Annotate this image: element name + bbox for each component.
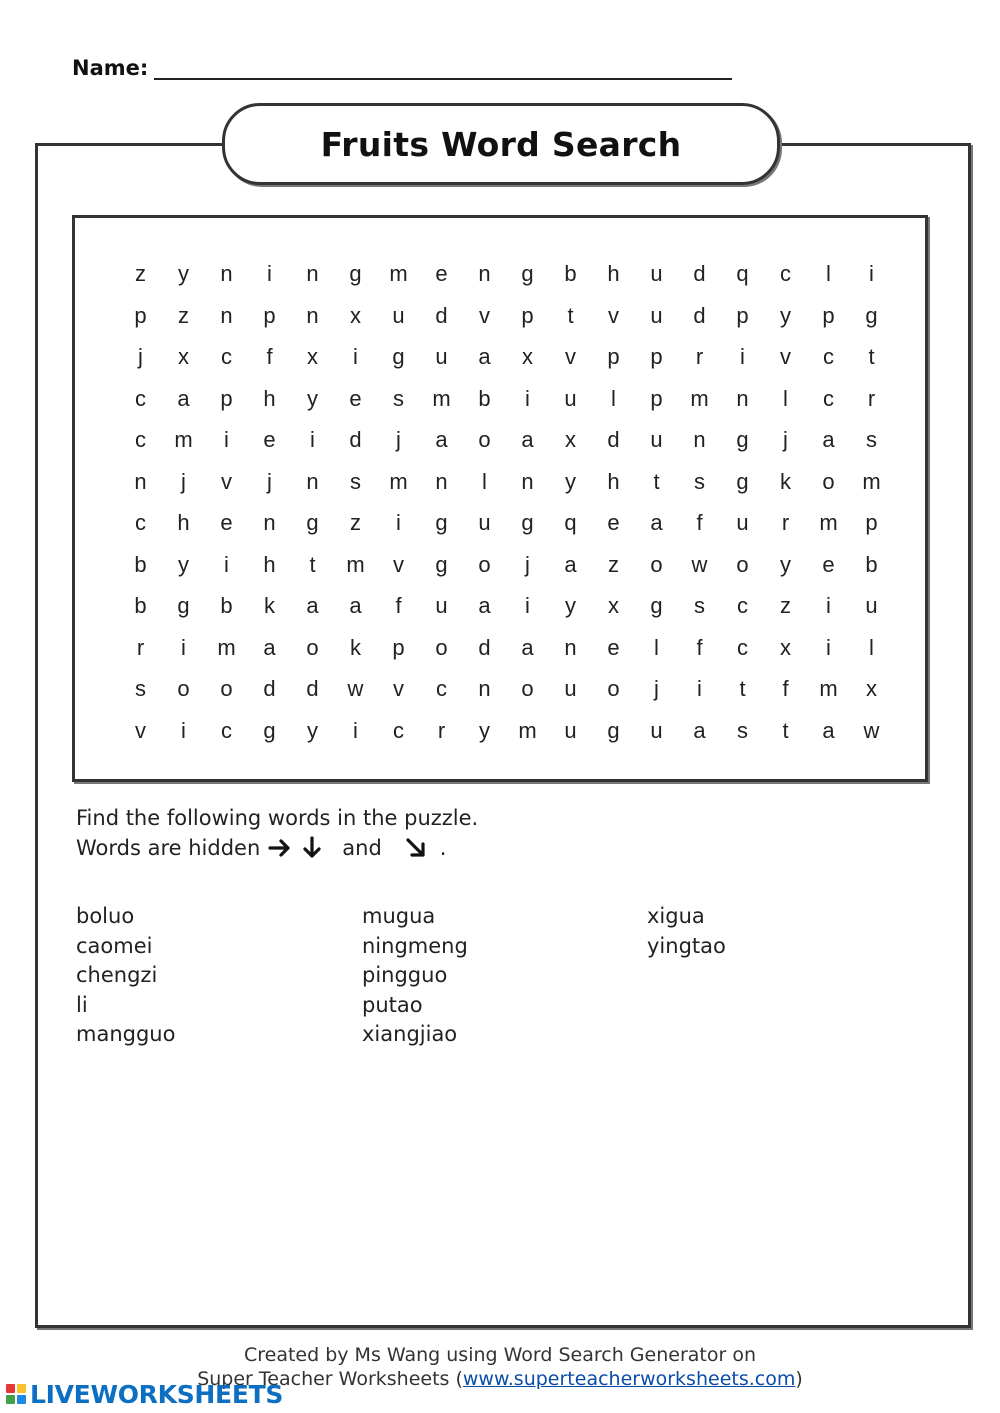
grid-letter[interactable]: a xyxy=(435,427,448,452)
grid-letter[interactable]: c xyxy=(135,510,146,535)
grid-letter[interactable]: i xyxy=(826,593,831,618)
grid-letter[interactable]: n xyxy=(478,676,491,701)
grid-letter[interactable]: i xyxy=(697,676,702,701)
grid-letter[interactable]: i xyxy=(181,634,186,660)
grid-letter[interactable]: y xyxy=(780,302,791,328)
grid-letter[interactable]: k xyxy=(780,468,791,494)
footer-source-prefix: Super Teacher Worksheets ( xyxy=(197,1368,463,1390)
grid-letter[interactable]: x xyxy=(307,344,318,369)
grid-letter[interactable]: s xyxy=(393,385,404,411)
grid-letter[interactable]: j xyxy=(525,551,530,577)
grid-letter[interactable]: l xyxy=(611,385,616,411)
footer-source-suffix: ) xyxy=(795,1368,803,1390)
grid-letter[interactable]: n xyxy=(478,261,491,286)
grid-letter[interactable]: e xyxy=(607,634,620,660)
word-item: xiangjiao xyxy=(362,1022,458,1047)
grid-letter[interactable]: e xyxy=(220,510,233,535)
word-item: yingtao xyxy=(647,933,726,958)
grid-letter[interactable]: b xyxy=(564,261,577,286)
grid-letter[interactable]: l xyxy=(654,634,659,660)
grid-letter[interactable]: p xyxy=(392,634,405,660)
grid-letter[interactable]: o xyxy=(435,634,448,660)
grid-letter[interactable]: a xyxy=(349,593,362,618)
grid-letter[interactable]: c xyxy=(135,427,146,452)
grid-letter[interactable]: s xyxy=(135,676,146,701)
grid-letter[interactable]: o xyxy=(650,551,663,577)
grid-letter[interactable]: r xyxy=(867,385,876,411)
grid-letter[interactable]: a xyxy=(822,717,835,743)
grid-letter[interactable]: a xyxy=(822,427,835,452)
grid-letter[interactable]: o xyxy=(736,551,749,577)
grid-letter[interactable]: p xyxy=(607,344,620,369)
grid-letter[interactable]: i xyxy=(310,427,315,452)
arrow-down-icon xyxy=(300,836,324,860)
grid-letter[interactable]: l xyxy=(826,261,831,286)
puzzle-box xyxy=(72,215,928,782)
grid-letter[interactable]: i xyxy=(740,344,745,369)
footer-credit: Created by Ms Wang using Word Search Generator on xyxy=(243,1344,756,1366)
grid-letter[interactable]: t xyxy=(868,344,875,369)
grid-letter[interactable]: v xyxy=(608,302,619,328)
grid-letter[interactable]: e xyxy=(607,510,620,535)
grid-letter[interactable]: s xyxy=(694,468,705,494)
grid-letter[interactable]: u xyxy=(736,510,749,535)
grid-letter[interactable]: t xyxy=(739,676,746,701)
instructions-line-2 xyxy=(76,836,446,860)
grid-letter[interactable]: n xyxy=(564,634,577,660)
grid-letter[interactable]: i xyxy=(396,510,401,535)
grid-letter[interactable]: g xyxy=(435,510,448,535)
grid-letter[interactable]: y xyxy=(479,717,490,743)
grid-letter[interactable]: c xyxy=(823,344,834,369)
grid-letter[interactable]: v xyxy=(393,551,404,577)
grid-letter[interactable]: g xyxy=(263,717,276,743)
grid-letter[interactable]: h xyxy=(177,510,190,535)
grid-letter[interactable]: o xyxy=(220,676,233,701)
grid-letter[interactable]: y xyxy=(780,551,791,577)
grid-letter[interactable]: n xyxy=(521,468,534,494)
instructions-prefix: Words are hidden xyxy=(76,836,261,860)
grid-letter[interactable]: b xyxy=(220,593,233,618)
grid-letter[interactable]: d xyxy=(263,676,276,701)
grid-letter[interactable]: l xyxy=(869,634,874,660)
grid-letter[interactable]: b xyxy=(134,593,147,618)
grid-letter[interactable]: n xyxy=(220,302,233,328)
grid-letter[interactable]: a xyxy=(521,634,534,660)
grid-letter[interactable]: a xyxy=(650,510,663,535)
grid-letter[interactable]: o xyxy=(607,676,620,701)
grid-letter[interactable]: d xyxy=(693,261,706,286)
grid-letter[interactable]: v xyxy=(565,344,576,369)
grid-letter[interactable]: u xyxy=(650,427,663,452)
grid-letter[interactable]: y xyxy=(565,593,576,618)
grid-letter[interactable]: p xyxy=(650,385,663,411)
grid-letter[interactable]: i xyxy=(181,717,186,743)
grid-letter[interactable]: e xyxy=(263,427,276,452)
grid-letter[interactable]: z xyxy=(608,551,619,577)
grid-letter[interactable]: x xyxy=(780,634,791,660)
grid-letter[interactable]: n xyxy=(736,385,749,411)
grid-letter[interactable]: x xyxy=(866,676,877,701)
instructions-end: . xyxy=(439,836,447,860)
grid-letter[interactable]: h xyxy=(607,468,620,494)
page-title: Fruits Word Search xyxy=(320,124,682,164)
grid-letter[interactable]: g xyxy=(392,344,405,369)
grid-letter[interactable]: s xyxy=(350,468,361,494)
grid-letter[interactable]: m xyxy=(690,385,709,411)
grid-letter[interactable]: j xyxy=(181,468,186,494)
grid-letter[interactable]: f xyxy=(696,634,703,660)
word-item: li xyxy=(76,992,88,1017)
grid-letter[interactable]: n xyxy=(306,302,319,328)
grid-letter[interactable]: o xyxy=(306,634,319,660)
grid-letter[interactable]: i xyxy=(525,385,530,411)
grid-letter[interactable]: g xyxy=(521,261,534,286)
grid-letter[interactable]: j xyxy=(138,344,143,369)
grid-letter[interactable]: r xyxy=(437,717,446,743)
grid-letter[interactable]: v xyxy=(780,344,791,369)
grid-letter[interactable]: v xyxy=(221,468,232,494)
grid-letter[interactable]: g xyxy=(607,717,620,743)
grid-letter[interactable]: f xyxy=(395,593,402,618)
grid-letter[interactable]: u xyxy=(564,717,577,743)
word-item: mangguo xyxy=(76,1022,176,1047)
grid-letter[interactable]: z xyxy=(350,510,361,535)
grid-letter[interactable]: w xyxy=(691,551,708,577)
grid-letter[interactable]: l xyxy=(482,468,487,494)
grid-letter[interactable]: u xyxy=(435,593,448,618)
grid-letter[interactable]: m xyxy=(389,468,408,494)
grid-letter[interactable]: u xyxy=(650,717,663,743)
grid-letter[interactable]: p xyxy=(521,302,534,328)
word-item: caomei xyxy=(76,933,153,958)
grid-letter[interactable]: m xyxy=(518,717,537,743)
grid-letter[interactable]: c xyxy=(737,593,748,618)
logo-text: LIVEWORKSHEETS xyxy=(30,1379,284,1409)
grid-letter[interactable]: n xyxy=(693,427,706,452)
grid-letter[interactable]: a xyxy=(693,717,706,743)
grid-letter[interactable]: v xyxy=(135,717,146,743)
grid-letter[interactable]: y xyxy=(565,468,576,494)
word-item: boluo xyxy=(76,904,135,928)
grid-letter[interactable]: o xyxy=(521,676,534,701)
grid-letter[interactable]: i xyxy=(869,261,874,286)
grid-letter[interactable]: u xyxy=(650,261,663,286)
grid-letter[interactable]: f xyxy=(696,510,703,535)
grid-letter[interactable]: w xyxy=(347,676,364,701)
grid-letter[interactable]: p xyxy=(263,302,276,328)
grid-letter[interactable]: g xyxy=(349,261,362,286)
grid-letter[interactable]: h xyxy=(607,261,620,286)
grid-letter[interactable]: n xyxy=(220,261,233,286)
grid-letter[interactable]: m xyxy=(346,551,365,577)
grid-letter[interactable]: y xyxy=(178,551,189,577)
grid-letter[interactable]: i xyxy=(353,344,358,369)
grid-letter[interactable]: e xyxy=(435,261,448,286)
word-column-2 xyxy=(362,902,468,1050)
grid-letter[interactable]: m xyxy=(174,427,193,452)
grid-letter[interactable]: c xyxy=(221,717,232,743)
grid-letter[interactable]: o xyxy=(822,468,835,494)
grid-letter[interactable]: d xyxy=(607,427,620,452)
grid-letter[interactable]: a xyxy=(521,427,534,452)
grid-letter[interactable]: j xyxy=(783,427,788,452)
letter-grid xyxy=(119,253,893,751)
grid-letter[interactable]: b xyxy=(865,551,878,577)
word-item: xigua xyxy=(647,904,705,928)
grid-letter[interactable]: i xyxy=(224,427,229,452)
grid-letter[interactable]: x xyxy=(522,344,533,369)
grid-letter[interactable]: n xyxy=(435,468,448,494)
name-input[interactable] xyxy=(156,54,730,80)
grid-letter[interactable]: p xyxy=(822,302,835,328)
grid-letter[interactable]: c xyxy=(393,717,404,743)
grid-letter[interactable]: a xyxy=(478,593,491,618)
grid-letter[interactable]: p xyxy=(134,302,147,328)
grid-letter[interactable]: a xyxy=(306,593,319,618)
grid-letter[interactable]: s xyxy=(866,427,877,452)
grid-letter[interactable]: i xyxy=(353,717,358,743)
grid-letter[interactable]: r xyxy=(695,344,704,369)
grid-letter[interactable]: t xyxy=(567,302,574,328)
grid-letter[interactable]: z xyxy=(178,302,189,328)
grid-letter[interactable]: a xyxy=(263,634,276,660)
word-item: mugua xyxy=(362,904,436,928)
grid-letter[interactable]: g xyxy=(865,302,878,328)
grid-letter[interactable]: q xyxy=(564,510,577,535)
grid-letter[interactable]: n xyxy=(134,468,147,494)
grid-letter[interactable]: m xyxy=(432,385,451,411)
grid-letter[interactable]: h xyxy=(263,551,276,577)
grid-letter[interactable]: c xyxy=(823,385,834,411)
grid-letter[interactable]: p xyxy=(865,510,878,535)
grid-letter[interactable]: o xyxy=(177,676,190,701)
liveworksheets-logo[interactable] xyxy=(6,1378,283,1410)
grid-letter[interactable]: p xyxy=(220,385,233,411)
grid-letter[interactable]: b xyxy=(478,385,491,411)
grid-letter[interactable]: n xyxy=(306,261,319,286)
grid-letter[interactable]: a xyxy=(177,385,190,411)
grid-letter[interactable]: t xyxy=(309,551,316,577)
grid-letter[interactable]: x xyxy=(608,593,619,618)
grid-letter[interactable]: m xyxy=(217,634,236,660)
grid-letter[interactable]: m xyxy=(819,676,838,701)
name-label: Name: xyxy=(72,56,149,80)
grid-letter[interactable]: k xyxy=(264,593,275,618)
grid-letter[interactable]: w xyxy=(863,717,880,743)
grid-letter[interactable]: i xyxy=(826,634,831,660)
grid-letter[interactable]: b xyxy=(134,551,147,577)
grid-letter[interactable]: d xyxy=(478,634,491,660)
grid-letter[interactable]: d xyxy=(306,676,319,701)
grid-letter[interactable]: o xyxy=(478,551,491,577)
grid-letter[interactable]: g xyxy=(177,593,190,618)
grid-letter[interactable]: q xyxy=(736,261,749,286)
instructions-and: and xyxy=(342,836,382,860)
grid-letter[interactable]: g xyxy=(650,593,663,618)
instructions-line-1: Find the following words in the puzzle. xyxy=(76,806,479,830)
grid-letter[interactable]: u xyxy=(564,385,577,411)
grid-letter[interactable]: o xyxy=(478,427,491,452)
grid-letter[interactable]: x xyxy=(350,302,361,328)
grid-letter[interactable]: g xyxy=(306,510,319,535)
grid-letter[interactable]: g xyxy=(736,427,749,452)
word-item: chengzi xyxy=(76,963,158,988)
grid-letter[interactable]: v xyxy=(393,676,404,701)
grid-letter[interactable]: x xyxy=(565,427,576,452)
grid-letter[interactable]: c xyxy=(780,261,791,286)
grid-letter[interactable]: z xyxy=(135,261,146,286)
grid-letter[interactable]: l xyxy=(783,385,788,411)
grid-letter[interactable]: g xyxy=(521,510,534,535)
grid-letter[interactable]: s xyxy=(737,717,748,743)
grid-letter[interactable]: c xyxy=(135,385,146,411)
grid-letter[interactable]: g xyxy=(435,551,448,577)
grid-letter[interactable]: u xyxy=(865,593,878,618)
grid-letter[interactable]: y xyxy=(307,717,318,743)
grid-letter[interactable]: c xyxy=(436,676,447,701)
grid-letter[interactable]: m xyxy=(389,261,408,286)
word-item: putao xyxy=(362,992,423,1017)
grid-letter[interactable]: d xyxy=(435,302,448,328)
grid-letter[interactable]: r xyxy=(136,634,145,660)
grid-letter[interactable]: t xyxy=(653,468,660,494)
grid-letter[interactable]: c xyxy=(737,634,748,660)
grid-letter[interactable]: n xyxy=(306,468,319,494)
grid-letter[interactable]: j xyxy=(396,427,401,452)
grid-letter[interactable]: a xyxy=(564,551,577,577)
grid-letter[interactable]: u xyxy=(650,302,663,328)
grid-letter[interactable]: i xyxy=(525,593,530,618)
grid-letter[interactable]: j xyxy=(654,676,659,701)
grid-letter[interactable]: u xyxy=(435,344,448,369)
grid-letter[interactable]: m xyxy=(862,468,881,494)
grid-letter[interactable]: z xyxy=(780,593,791,618)
grid-letter[interactable]: x xyxy=(178,344,189,369)
grid-letter[interactable]: a xyxy=(478,344,491,369)
grid-letter[interactable]: i xyxy=(267,261,272,286)
grid-letter[interactable]: p xyxy=(736,302,749,328)
grid-letter[interactable]: e xyxy=(822,551,835,577)
grid-letter[interactable]: r xyxy=(781,510,790,535)
title-banner xyxy=(222,103,780,185)
footer-link[interactable]: www.superteacherworksheets.com xyxy=(462,1368,796,1390)
word-column-1 xyxy=(76,902,175,1050)
arrow-down-right-icon xyxy=(404,836,428,860)
grid-letter[interactable]: n xyxy=(263,510,276,535)
grid-letter[interactable]: t xyxy=(782,717,789,743)
grid-letter[interactable]: u xyxy=(478,510,491,535)
grid-letter[interactable]: d xyxy=(693,302,706,328)
grid-letter[interactable]: d xyxy=(349,427,362,452)
grid-letter[interactable]: i xyxy=(224,551,229,577)
grid-letter[interactable]: c xyxy=(221,344,232,369)
logo-squares-icon xyxy=(6,1384,26,1404)
grid-letter[interactable]: h xyxy=(263,385,276,411)
grid-letter[interactable]: f xyxy=(266,344,273,369)
grid-letter[interactable]: y xyxy=(307,385,318,411)
grid-letter[interactable]: e xyxy=(349,385,362,411)
word-item: ningmeng xyxy=(362,933,468,958)
name-row xyxy=(72,52,732,86)
grid-letter[interactable]: s xyxy=(694,593,705,618)
grid-letter[interactable]: y xyxy=(178,261,189,286)
grid-letter[interactable]: g xyxy=(736,468,749,494)
grid-letter[interactable]: j xyxy=(267,468,272,494)
grid-letter[interactable]: p xyxy=(650,344,663,369)
grid-letter[interactable]: u xyxy=(392,302,405,328)
grid-letter[interactable]: u xyxy=(564,676,577,701)
grid-letter[interactable]: m xyxy=(819,510,838,535)
word-item: pingguo xyxy=(362,963,448,988)
grid-letter[interactable]: k xyxy=(350,634,361,660)
arrow-right-icon xyxy=(268,837,292,859)
grid-letter[interactable]: f xyxy=(782,676,789,701)
word-column-3 xyxy=(647,902,726,961)
grid-letter[interactable]: v xyxy=(479,302,490,328)
